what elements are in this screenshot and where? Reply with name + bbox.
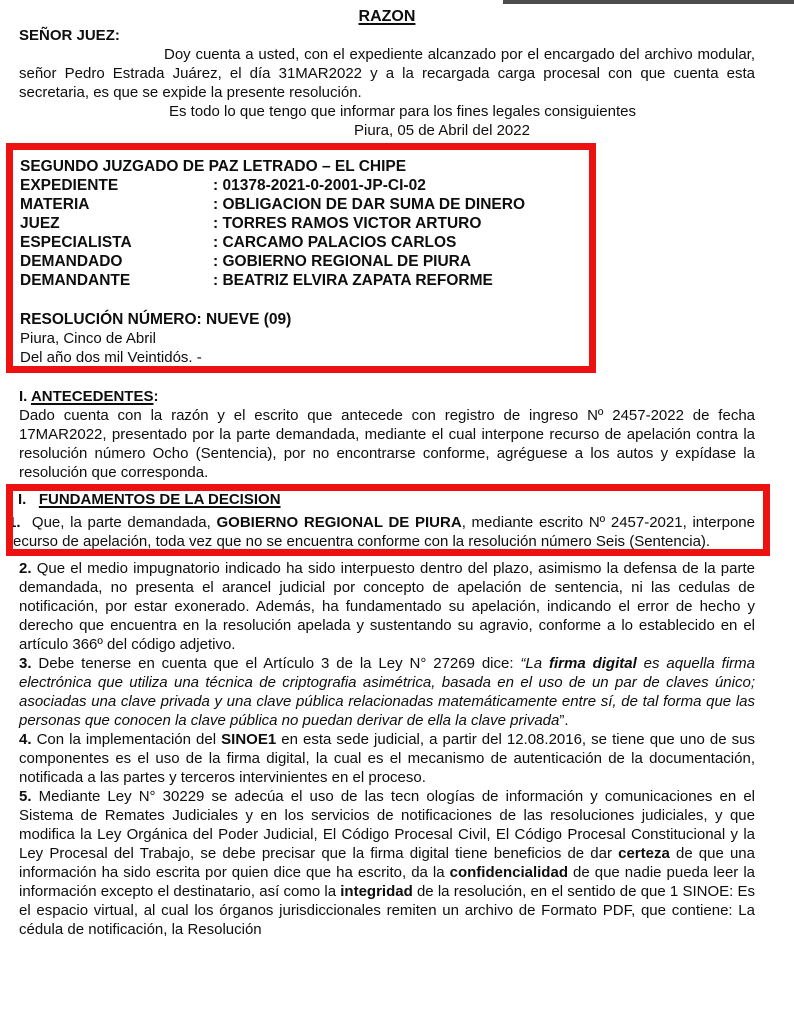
case-field-demandado xyxy=(20,252,578,271)
fundamentos-box xyxy=(6,484,770,556)
resolution-place: Piura, Cinco de Abril xyxy=(20,330,156,347)
case-field-especialista xyxy=(20,233,578,252)
salutation: SEÑOR JUEZ: xyxy=(19,27,120,44)
field-value: : TORRES RAMOS VICTOR ARTURO xyxy=(213,215,482,232)
resolution-year: Del año dos mil Veintidós. - xyxy=(20,349,202,366)
field-value: : 01378-2021-0-2001-JP-CI-02 xyxy=(213,177,426,194)
top-edge-line xyxy=(503,0,794,4)
field-label: DEMANDANTE xyxy=(20,272,131,289)
account-paragraph: Doy cuenta a usted, con el expediente alcanzado por el encargado del archivo modular, señor Pedro Estrada Juárez, el día 31MAR2022 y a la recargada carga procesal con que cuenta esta secretaria, es que se expide la presente resolución. xyxy=(19,46,755,101)
paragraph-5: 5. Mediante Ley N° 30229 se adecúa el uso de las tecn ologías de información y comunicaciones en el Sistema de Remates Judiciales y en los servicios de notificaciones de las resoluciones judiciales, y que modifica la Ley Orgánica del Poder Judicial, El Código Procesal Civil, El Código Procesal Constitucional y la Ley Procesal del Trabajo, se debe precisar que la firma digital tiene beneficios de dar certeza de que una información ha sido escrita por quien dice que ha escrito, da la confidencialidad de que nadie pueda leer la información excepto el destinatario, así como la integridad de la resolución, en el sentido de que 1 SINOE: Es el espacio virtual, al cual los órganos jurisdiccionales remiten un archivo de Formato PDF, que contiene: La cédula de notificación, la Resolución xyxy=(19,788,756,938)
fundamentos-inner xyxy=(6,484,770,556)
case-info-box xyxy=(6,143,596,373)
closing-line: Es todo lo que tengo que informar para los fines legales consiguientes xyxy=(169,103,636,120)
doc-title-text: RAZON xyxy=(358,8,416,25)
paragraph-4: 4. Con la implementación del SINOE1 en esta sede judicial, a partir del 12.08.2016, se tiene que uno de sus componentes es el uso de la firma digital, la cual es el mecanismo de autenticación de la documentación, notificada a las partes y terceros intervinientes en el proceso. xyxy=(19,731,755,786)
fundamentos-heading: I. FUNDAMENTOS DE LA DECISION xyxy=(18,491,281,508)
field-label: EXPEDIENTE xyxy=(20,177,119,194)
antecedentes-heading: I. ANTECEDENTES: xyxy=(19,388,159,405)
case-field-juez xyxy=(20,214,578,233)
case-info-inner xyxy=(6,143,596,373)
case-field-demandante xyxy=(20,271,578,290)
case-field-materia xyxy=(20,195,578,214)
field-value: : BEATRIZ ELVIRA ZAPATA REFORME xyxy=(213,272,493,289)
court-name: SEGUNDO JUZGADO DE PAZ LETRADO – EL CHIPE xyxy=(20,158,407,175)
paragraph-2: 2. Que el medio impugnatorio indicado ha sido interpuesto dentro del plazo, asimismo la defensa de la parte demandada, no presenta el arancel judicial por concepto de apelación de sentencia, ni las cedulas de notificación, por estar exonerado. Además, ha fundamentado su apelación, indicando el error de hecho y derecho que encuentra en la resolución apelada y sustentando su agravio, conforme a lo establecido en el artículo 366º del código adjetivo. xyxy=(19,560,755,653)
date-line: Piura, 05 de Abril del 2022 xyxy=(354,122,530,139)
paragraph-3: 3. Debe tenerse en cuenta que el Artículo 3 de la Ley N° 27269 dice: “La firma digital es aquella firma electrónica que utiliza una técnica de criptografia asimétrica, basada en el uso de un par de claves único; asociadas una clave privada y una clave pública relacionadas matemáticamente entre sí, de tal forma que las personas que conocen la clave pública no puedan derivar de ella la clave privada”. xyxy=(19,655,755,729)
antecedentes-paragraph: Dado cuenta con la razón y el escrito que antecede con registro de ingreso Nº 2457-2022 de fecha 17MAR2022, presentado por la parte demandada, mediante el cual interpone recurso de apelación contra la resolución número Ocho (Sentencia), por no encontrarse conforme, agréguese a los autos y expídase la resolución que corresponda. xyxy=(19,407,755,481)
field-value: : GOBIERNO REGIONAL DE PIURA xyxy=(213,253,472,270)
resolution-number: RESOLUCIÓN NÚMERO: NUEVE (09) xyxy=(20,311,292,328)
field-label: ESPECIALISTA xyxy=(20,234,132,251)
doc-title xyxy=(19,7,755,26)
field-value: : CARCAMO PALACIOS CARLOS xyxy=(213,234,457,251)
field-label: DEMANDADO xyxy=(20,253,123,270)
field-label: MATERIA xyxy=(20,196,90,213)
case-field-expediente xyxy=(20,176,578,195)
field-value: : OBLIGACION DE DAR SUMA DE DINERO xyxy=(213,196,526,213)
field-label: JUEZ xyxy=(20,215,60,232)
fundamentos-item-1: 1. Que, la parte demandada, GOBIERNO REGIONAL DE PIURA, mediante escrito Nº 2457-2021, interpone recurso de apelación, toda vez que no se encuentra conforme con la resolución número Seis (Sentencia). xyxy=(8,514,755,550)
